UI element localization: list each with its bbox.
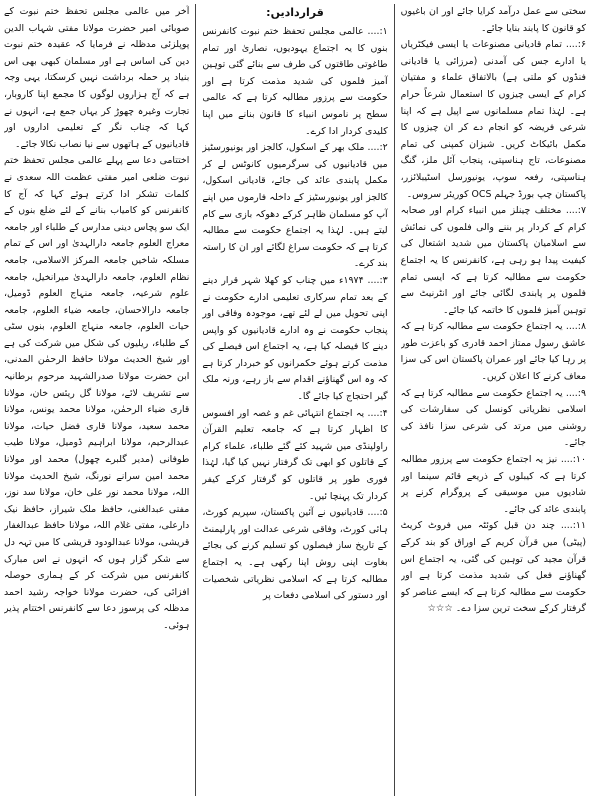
paragraph: اختتامی دعا سے پہلے عالمی مجلس تحفظ ختم نبوت ضلعی امیر مفتی عظمت اللہ سعدی نے کلمات تشکر ادا کرتے ہوئے کہا کہ آج کا کانفرنس کو کامیاب بنانے کے لئے ضلع بنوں کے ایک سو پچاس دینی مدارس کے طلباء اور جامعہ معراج العلوم جامعہ دارالہدیٰ اور اس کے تمام مسلکہ شاخیں جامعہ المرکز الاسلامی، جامعہ نظام العلوم، جامعہ دارالہدیٰ میرانخیل، جامعہ علوم شرعیہ، جامعہ منہاج العلوم ڈومیل، جامعہ دارالاحسان، جامعہ ضیاء العلوم، جامعہ حیات العلوم، جامعہ منہاج العلوم، بنوں سٹی کے طلباء، ریلیوں کی شکل میں شرکت کی ہے اور شیخ الحدیث مولانا حافظ الرحمٰن المدنی، ابن حضرت مولانا صدرالشہید مرحوم برطانیہ سے تشریف لائے، مولانا گل ریئس خان، مولانا قاری ضیاء الرحمٰن، مولانا محمد یونس، مولانا محمد سعید، مولانا قاری فضل حیات، مولانا عبدالرحیم، مولانا ابراہیم ڈومیل، مولانا طیب طوفانی (مدیر گلبرے چھول) محمد اور مولانا محمد امین سرانے نورنگ، شیخ الحدیث مولانا اللہ، مولانا محمد نور علی خان، مولانا سد نوز، مفتی عبدالغنی، حافظ ملک شیراز، حافظ نیک دارعلی، مفتی غلام اللہ، مولانا حافظ عبدالغفار قریشی، مولانا عبدالودود قریشی کا میں تہہ دل سے شکر گزار ہوں کہ انہوں نے اس مبارک کانفرنس میں شرکت کر کے ہماری حوصلہ افزائی کی، حضرت مولانا خواجہ رشید احمد مدظلہ کی پرسوز دعا سے کانفرنس اختتام پذیر ہوئی۔ (4, 155, 190, 631)
column-divider (394, 4, 395, 796)
resolution-1: ۱:.... عالمی مجلس تحفظ ختم نبوت کانفرنس بنوں کا یہ اجتماع یہودیوں، نصاریٰ اور تمام طاغوتی طاقتوں کی طرف سے بنائے گئی توہین آمیز فلموں کی شدید مذمت کرتا ہے اور حکومت سے پرزور مطالبہ کرتا ہے کہ عالمی سطح پر ناموس انبیاء کا قانون بنانے میں اپنا کلیدی کردار ادا کرے۔ (202, 26, 388, 137)
paragraph: سختی سے عمل درآمد کرایا جائے اور ان باغیوں کو قانون کا پابند بنایا جائے۔ (400, 6, 586, 34)
column-middle (202, 4, 387, 796)
resolution-3: ۳:.... ۱۹۷۴ء میں چناب کو کھلا شہر قرار دینے کے بعد تمام سرکاری تعلیمی ادارے حکومت نے اپنی تحویل میں لے لئے تھے، موجودہ وفاقی اور پنجاب حکومت نے وہ ادارے قادیانیوں کو واپس دینے کا فیصلہ کیا ہے، یہ اجتماع اس فیصلے کی مذمت کرتے ہوئے حکمرانوں کو خبردار کرتا ہے کہ وہ اس گھناؤنے اقدام سے باز رہے، ورنہ ملک گیر احتجاج کیا جائے گا۔ (202, 274, 388, 403)
resolution-5: ۵:.... قادیانیوں نے آئین پاکستان، سپریم کورٹ، ہائی کورٹ، وفاقی شرعی عدالت اور پارلیمنٹ کے تاریخ ساز فیصلوں کو تسلیم کرنے کی بجائے بغاوت اپنی روش اپنا رکھی ہے۔ یہ اجتماع مطالبہ کرتا ہے کہ اسلامی نظریاتی شخصیات اور دستور کی اسلامی دفعات پر (202, 507, 388, 602)
resolution-9: ۹:.... یہ اجتماع حکومت سے مطالبہ کرتا ہے کہ اسلامی نظریاتی کونسل کی سفارشات کی روشنی میں مرتد کی شرعی سزا نافذ کی جائے۔ (400, 387, 586, 449)
resolution-10: ۱۰:.... نیز یہ اجتماع حکومت سے پرزور مطالبہ کرتا ہے کہ کیبلوں کے ذریعے قائم سینما اور شادیوں میں موسیقی کے پروگرام کرنے پر پابندی عائد کی جائے۔ (400, 454, 586, 515)
column-divider (195, 4, 196, 796)
column-left (401, 4, 586, 796)
column-right (4, 4, 189, 796)
resolution-8: ۸:.... یہ اجتماع حکومت سے مطالبہ کرتا ہے کہ عاشق رسول ممتاز احمد قادری کو باعزت طور پر رہا کیا جائے اور عمران پاکستان اس کی سزا معاف کرنے کا اعلان کریں۔ (400, 321, 586, 383)
resolution-11: ۱۱:.... چند دن قبل کوئٹہ میں فروٹ کریٹ (پیٹی) میں قرآن کریم کے اوراق کو بند کرکے قرآن مجید کی توہین کی گئی، یہ اجتماع اس گھناؤنے فعل کی شدید مذمت کرتا ہے اور حکومت سے مطالبہ کرتا ہے کہ ایسے عناصر کو گرفتار کرکے سخت ترین سزا دے۔ ☆☆☆ (400, 520, 586, 615)
resolution-4: ۴:.... یہ اجتماع انتہائی غم و غصہ اور افسوس کا اظہار کرتا ہے کہ جامعہ تعلیم القرآن راولپنڈی میں شہید کئے گئے طلباء، علماء کرام کے قاتلوں کو ابھی تک گرفتار نہیں کیا گیا، لہٰذا فوری طور پر قاتلوں کو گرفتار کرکے کیفر کردار تک پہنچا ئیں۔ (202, 407, 388, 502)
resolution-7: ۷:.... مختلف چینلز میں انبیاء کرام اور صحابہ کرام کے کردار پر بننے والی فلموں کی نمائش سے اسلامیان پاکستان میں شدید اشتعال کی کیفیت پیدا ہو رہی ہے، کانفرنس کا یہ اجتماع حکومت سے مطالبہ کرتا ہے کہ ایسی تمام فلموں پر پابندی لگائی جائے اور انٹرنیٹ سے توہین آمیز فلموں کا خاتمہ کیا جائے۔ (400, 205, 586, 316)
paragraph: آخر میں عالمی مجلس تحفظ ختم نبوت کے صوبائی امیر حضرت مولانا مفتی شہاب الدین پوپلزئی مدظلہ نے فرمایا کہ عقیدہ ختم نبوت دین کی اساس ہے اور مسلمان کبھی بھی اس بنیاد پر حملہ برداشت نہیں کرسکتا، یہی وجہ ہے کہ آج ہزاروں لوگوں کا مجمع اپنا کاروبار، تجارت وغیرہ چھوڑ کر یہاں جمع ہے، انہوں نے کہا کہ چناب نگر کے تعلیمی اداروں اور قادیانیوں کے ہاتھوں سے نیا نصاب نکالا جائے۔ (4, 6, 190, 150)
resolution-6: ۶:.... تمام قادیانی مصنوعات یا ایسی فیکٹریاں یا ادارے جس کی آمدنی (مرزائی یا قادیانی فنڈوں کو ملتی ہے) بالاتفاق علماء و مفتیان کرام کے ایسی چیزوں کا استعمال شرعاً حرام ہے۔ لہٰذا تمام مسلمانوں سے اپیل ہے کہ اپنا شرعی فریضہ کو انجام دے کر ان چیزوں کا مکمل بائیکاٹ کریں۔ شیزان کمپنی کی تمام مصنوعات، تاج ہناسپتی، پنجاب آئل ملز، گنگ ہناسپتی، رفعہ سوپ، یونیورسل اسٹیبلائزر، پاکستان چپ بورڈ جہلم OCS کوریئر سروس۔ (400, 39, 586, 200)
resolutions-heading: قراردادیں: (266, 6, 324, 19)
resolution-2: ۲:.... ملک بھر کے اسکول، کالجز اور یونیورسٹیز میں قادیانیوں کی سرگرمیوں کانوٹس لے کر مکمل پابندی عائد کی جائے، قادیانی اسکول، کالجز اور یونیورسٹیز کے داخلہ فارموں میں اپنے آپ کو مسلمان ظاہر کرکے دھوکہ بازی سے کام لیتے ہیں۔ لہٰذا یہ اجتماع حکومت سے مطالبہ کرتا ہے کہ حکومت سراغ لگائے اور ان کا راستہ بند کرے۔ (202, 142, 388, 270)
